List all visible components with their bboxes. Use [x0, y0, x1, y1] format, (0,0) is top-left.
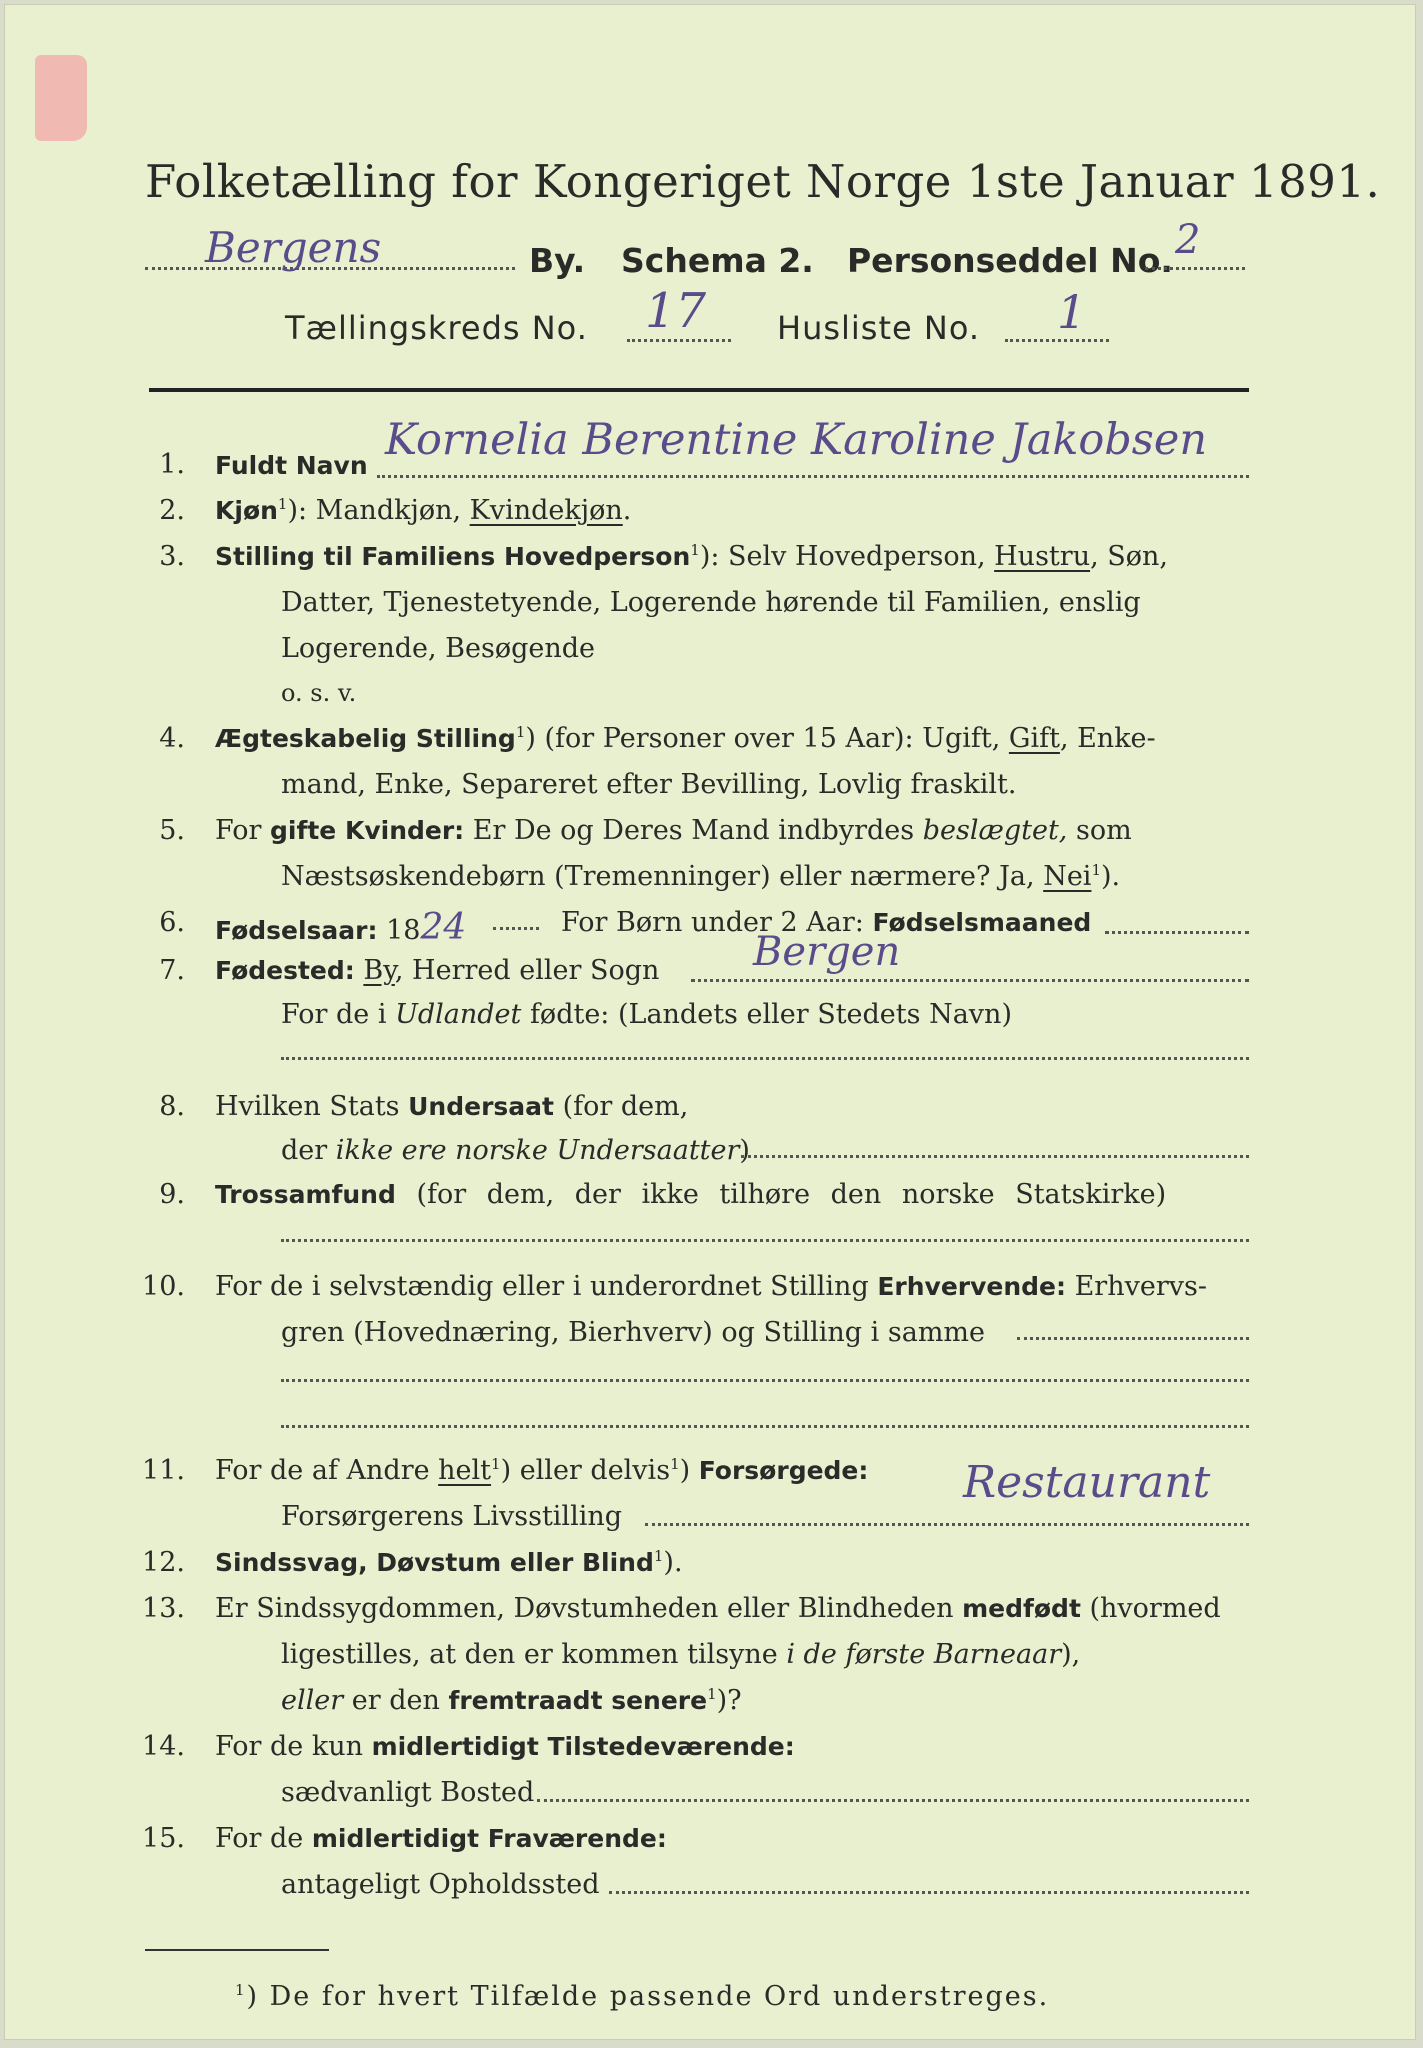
item-number: 7. — [159, 955, 185, 986]
item-4-line1 — [215, 723, 1156, 754]
item-5-line1 — [215, 815, 1132, 846]
item-5-question: Er De og Deres Mand indbyrdes — [464, 815, 923, 846]
item-8-italic: ikke ere norske Undersaatter — [335, 1135, 740, 1166]
field-label-fuldt-navn: Fuldt Navn — [215, 451, 368, 480]
header-rule — [149, 388, 1249, 392]
kjon-options: ): Mandkjøn, — [287, 495, 470, 526]
field-label-fodselsaar: Fødselsaar: — [215, 916, 378, 945]
fodselsmaaned-dots — [1105, 931, 1249, 934]
stilling-options-b: , Søn, — [1090, 541, 1168, 572]
fodested-dots — [691, 979, 1249, 982]
personseddel-number: 2 — [1175, 217, 1201, 263]
red-tab-mark — [35, 55, 87, 141]
field-label-aegteskabelig: Ægteskabelig Stilling — [215, 724, 516, 753]
item-6-child-text: For Børn under 2 Aar: — [561, 907, 873, 938]
footnote-ref: 1 — [515, 723, 526, 741]
item-7-line2a: For de i — [281, 999, 396, 1030]
field-label-trossamfund: Trossamfund — [215, 1180, 396, 1209]
item-7-italic: Udlandet — [395, 999, 522, 1030]
item-14-prefix: For de kun — [215, 1731, 372, 1762]
aegteskab-selected: Gift — [1008, 723, 1060, 754]
item-13-line3: eller er den fremtraadt senere$^1$)? — [281, 1685, 742, 1716]
field-label-fodselsmaaned: Fødselsmaaned — [872, 908, 1092, 937]
forsorger-dots — [645, 1523, 1249, 1526]
item-number: 11. — [142, 1455, 185, 1486]
item-7-line2b: fødte: (Landets eller Stedets Navn) — [521, 999, 1012, 1030]
item-10-tail: Erhvervs- — [1066, 1271, 1207, 1302]
item-8-line2a: der — [281, 1135, 336, 1166]
field-label-stilling: Stilling til Familiens Hovedperson — [215, 542, 691, 571]
field-label-fodested: Fødested: — [215, 956, 355, 985]
item-13-italic: i de første Barneaar — [786, 1639, 1062, 1670]
undersaat-dots — [741, 1155, 1249, 1158]
husliste-label: Husliste No. — [777, 309, 980, 347]
aegteskab-options-b: , Enke- — [1059, 723, 1156, 754]
footnote-marker: 1 — [235, 1981, 247, 1999]
item-6-line — [215, 907, 466, 948]
item-13-line3a: er den — [343, 1685, 449, 1716]
item-12-tail: ). — [663, 1547, 683, 1578]
item-5-line2b: ). — [1100, 861, 1121, 892]
opholdssted-dots — [609, 1891, 1249, 1894]
udlandet-dots — [281, 1057, 1249, 1060]
aegteskab-options-a: ) (for Personer over 15 Aar): Ugift, — [525, 723, 1009, 754]
husliste-number: 1 — [1057, 285, 1087, 339]
erhverv-dots-1 — [1017, 1337, 1249, 1340]
field-label-forsorgede: Forsørgede: — [698, 1456, 869, 1485]
taellingskreds-label: Tællingskreds No. — [285, 309, 588, 347]
city-handwritten: Bergens — [205, 223, 382, 272]
census-form-page — [4, 4, 1416, 2040]
item-11-mid2: ) — [679, 1455, 699, 1486]
item-8-line1 — [215, 1091, 688, 1122]
field-label-fremtraadt: fremtraadt senere — [448, 1686, 708, 1715]
field-label-kjon: Kjøn — [215, 496, 278, 525]
taellingskreds-number: 17 — [645, 283, 707, 339]
bosted-dots — [537, 1799, 1249, 1802]
item-15-line1 — [215, 1823, 667, 1854]
by-label: By. — [529, 241, 586, 280]
erhverv-dots-2 — [281, 1379, 1249, 1382]
item-5-line2: Næstsøskendebørn (Tremenninger) eller nærmere? Ja, Nei$^1$). — [281, 861, 1121, 892]
fodested-options: , Herred eller Sogn — [394, 955, 660, 986]
item-number: 4. — [159, 723, 185, 754]
item-number: 14. — [142, 1731, 185, 1762]
field-label-gifte-kvinder: gifte Kvinder: — [270, 816, 465, 845]
fuldt-navn-value: Kornelia Berentine Karoline Jakobsen — [385, 415, 1208, 465]
item-5-tail: som — [1067, 815, 1132, 846]
fodselsaar-dots — [493, 927, 539, 930]
item-8-line2b: ) — [739, 1135, 750, 1166]
kjon-selected: Kvindekjøn — [469, 495, 623, 526]
item-13-eller: eller — [281, 1685, 344, 1716]
item-12-line: Sindssvag, Døvstum eller Blind$^1$). — [215, 1547, 683, 1578]
trossamfund-dots — [281, 1239, 1249, 1242]
item-3-line3: Logerende, Besøgende — [281, 633, 595, 664]
field-label-undersaat: Undersaat — [408, 1092, 554, 1121]
beslaegtet-selected: Nei — [1043, 861, 1092, 892]
fodested-selected: By — [363, 955, 395, 986]
item-number: 8. — [159, 1091, 185, 1122]
erhverv-dots-3 — [281, 1425, 1249, 1428]
item-5-prefix: For — [215, 815, 271, 846]
footnote-ref: 1 — [690, 541, 700, 559]
fuldt-navn-dots — [377, 475, 1249, 478]
stilling-options-a: ): Selv Hovedperson, — [699, 541, 995, 572]
form-title: Folketælling for Kongeriget Norge 1ste Januar 1891. — [145, 155, 1381, 208]
item-11-line1: For de af Andre helt$^1$) eller delvis$^1$) Forsørgede: — [215, 1455, 869, 1486]
item-11-prefix: For de af Andre — [215, 1455, 439, 1486]
item-number: 1. — [159, 449, 185, 480]
item-13-line2b: ), — [1061, 1639, 1081, 1670]
field-label-fravaerende: midlertidigt Fraværende: — [311, 1824, 667, 1853]
item-8-prefix: Hvilken Stats — [215, 1091, 409, 1122]
item-5-line2a: Næstsøskendebørn (Tremenninger) eller nærmere? Ja, — [281, 861, 1044, 892]
item-7-line2 — [281, 999, 1012, 1030]
item-7-line1 — [215, 955, 659, 986]
item-2-line — [215, 495, 631, 526]
item-number: 15. — [142, 1823, 185, 1854]
item-13-line3b: )? — [716, 1685, 742, 1716]
item-number: 13. — [142, 1593, 185, 1624]
item-14-line2: sædvanligt Bosted — [281, 1777, 535, 1808]
footnote — [235, 1981, 1049, 2012]
personseddel-dots — [1145, 267, 1245, 270]
footnote-ref: 1 — [277, 495, 288, 513]
item-5-italic: beslægtet, — [922, 815, 1068, 846]
fodselsaar-prefix: 18 — [377, 915, 421, 946]
item-number: 6. — [159, 907, 185, 938]
item-11-mid: ) eller delvis — [500, 1455, 671, 1486]
kjon-end: . — [622, 495, 632, 526]
husliste-dots — [1005, 339, 1109, 342]
item-10-prefix: For de i selvstændig eller i underordnet Stilling — [215, 1271, 878, 1302]
field-label-medfodt: medfødt — [962, 1594, 1081, 1623]
item-number: 5. — [159, 815, 185, 846]
item-3-line1 — [215, 541, 1168, 572]
item-8-tail: (for dem, — [553, 1091, 689, 1122]
field-label-tilstedevaerende: midlertidigt Tilstedeværende: — [371, 1732, 795, 1761]
forsorget-selected: helt — [438, 1455, 492, 1486]
field-label-erhvervende: Erhvervende: — [877, 1272, 1067, 1301]
footnote-text: ) De for hvert Tilfælde passende Ord understreges. — [246, 1981, 1050, 2012]
item-13-prefix: Er Sindssygdommen, Døvstumheden eller Blindheden — [215, 1593, 963, 1624]
item-4-line2: mand, Enke, Separeret efter Bevilling, Lovlig fraskilt. — [281, 769, 1017, 800]
item-3-line4: o. s. v. — [281, 679, 357, 707]
item-15-line2: antageligt Opholdssted — [281, 1869, 600, 1900]
field-label-sindssvag: Sindssvag, Døvstum eller Blind — [215, 1548, 654, 1577]
item-number: 2. — [159, 495, 185, 526]
item-number: 12. — [142, 1547, 185, 1578]
item-9-text: (for dem, der ikke tilhøre den norske Statskirke) — [395, 1179, 1167, 1210]
item-13-line2a: ligestilles, at den er kommen tilsyne — [281, 1639, 787, 1670]
item-10-line2: gren (Hovednæring, Bierhverv) og Stilling i samme — [281, 1317, 986, 1348]
item-13-tail: (hvormed — [1080, 1593, 1221, 1624]
item-number: 10. — [142, 1271, 185, 1302]
forsorger-value: Restaurant — [963, 1457, 1211, 1508]
fodested-value: Bergen — [753, 929, 901, 975]
footnote-rule — [145, 1949, 329, 1951]
taellingskreds-dots — [627, 339, 731, 342]
item-15-prefix: For de — [215, 1823, 312, 1854]
item-3-line2: Datter, Tjenestetyende, Logerende hørende til Familien, enslig — [281, 587, 1141, 618]
item-number: 3. — [159, 541, 185, 572]
item-number: 9. — [159, 1179, 185, 1210]
item-8-line2 — [281, 1135, 750, 1166]
item-10-line1 — [215, 1271, 1207, 1302]
stilling-selected: Hustru — [994, 541, 1091, 572]
fodselsaar-value: 24 — [420, 907, 467, 948]
item-13-line2 — [281, 1639, 1080, 1670]
item-13-line1 — [215, 1593, 1221, 1624]
personseddel-label: Personseddel No. — [847, 241, 1173, 280]
item-14-line1 — [215, 1731, 795, 1762]
item-11-line2: Forsørgerens Livsstilling — [281, 1501, 623, 1532]
schema-label: Schema 2. — [621, 241, 814, 280]
item-9-line — [215, 1179, 1166, 1210]
